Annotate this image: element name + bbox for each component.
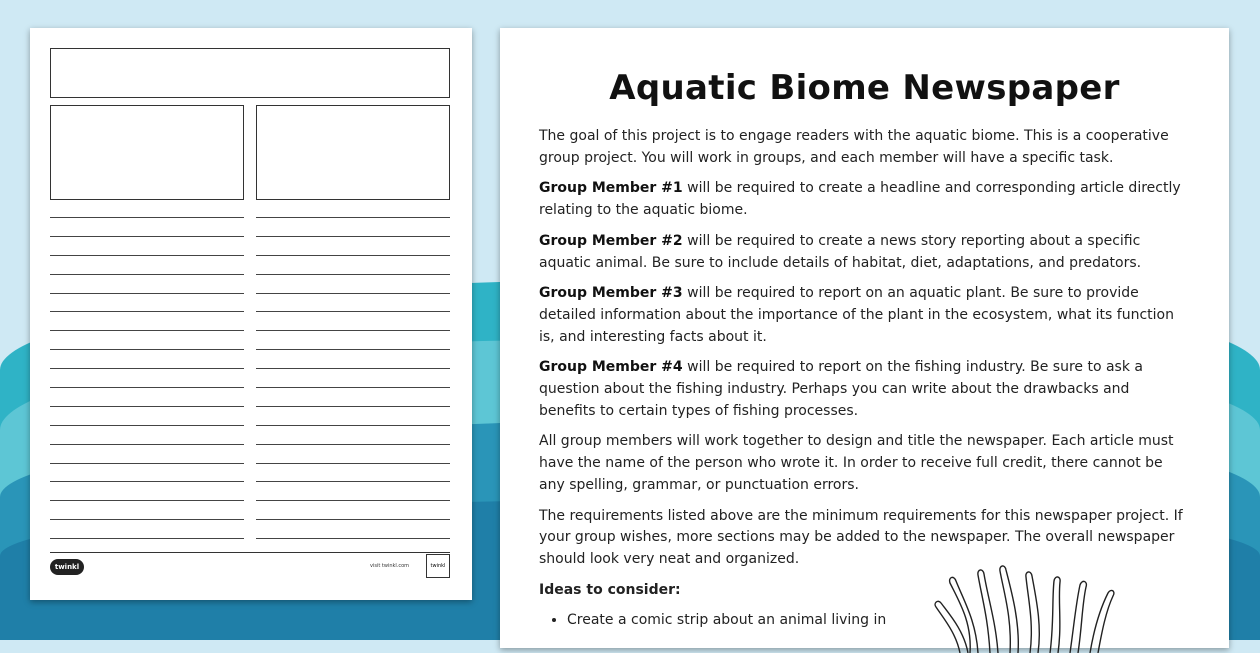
member-paragraph xyxy=(539,178,1189,221)
writing-line xyxy=(256,425,450,426)
member-text: will be required to create a news story reporting about a specific aquatic animal. Be sure to include details of habitat, diet, adaptations, and predators. xyxy=(539,232,1142,271)
headline-box xyxy=(50,48,450,98)
writing-line xyxy=(50,500,244,501)
twinkl-badge: twinkl xyxy=(426,554,450,578)
writing-line xyxy=(50,368,244,369)
writing-line xyxy=(50,538,244,539)
writing-line xyxy=(50,274,244,275)
writing-line xyxy=(50,236,244,237)
writing-lines-left xyxy=(50,217,244,557)
writing-line xyxy=(50,519,244,520)
footer-divider xyxy=(50,552,450,553)
writing-line xyxy=(256,500,450,501)
writing-line xyxy=(256,311,450,312)
member-label: Group Member #1 xyxy=(539,180,683,197)
member-paragraph xyxy=(539,357,1189,422)
writing-line xyxy=(50,444,244,445)
member-label: Group Member #2 xyxy=(539,232,683,249)
writing-line xyxy=(50,293,244,294)
twinkl-logo: twinkl xyxy=(50,559,84,575)
coral-illustration-icon xyxy=(930,563,1170,653)
writing-line xyxy=(256,293,450,294)
picture-box-left xyxy=(50,105,244,200)
writing-line xyxy=(256,463,450,464)
footer-url: visit twinkl.com xyxy=(370,563,410,569)
writing-line xyxy=(50,481,244,482)
writing-lines-right xyxy=(256,217,450,557)
intro-paragraph: The goal of this project is to engage readers with the aquatic biome. This is a cooperative group project. You will work in groups, and each member will have a specific task. xyxy=(539,128,1169,166)
writing-line xyxy=(50,406,244,407)
member-label: Group Member #4 xyxy=(539,359,683,376)
writing-line xyxy=(256,255,450,256)
newspaper-template-page xyxy=(30,28,472,600)
writing-line xyxy=(256,217,450,218)
writing-line xyxy=(256,368,450,369)
member-text: will be required to create a headline and corresponding article directly relating to the aquatic biome. xyxy=(539,180,1181,219)
writing-line xyxy=(50,330,244,331)
member-text: will be required to report on the fishing industry. Be sure to ask a question about the fishing industry. Perhaps you can write about the drawbacks and benefits to certain types of fishing processes. xyxy=(539,359,1143,419)
writing-line xyxy=(256,444,450,445)
writing-line xyxy=(50,463,244,464)
member-paragraph xyxy=(539,283,1189,348)
writing-line xyxy=(50,349,244,350)
writing-line xyxy=(256,406,450,407)
member-paragraph xyxy=(539,231,1189,274)
picture-box-right xyxy=(256,105,450,200)
ideas-heading: Ideas to consider: xyxy=(539,581,681,598)
instructions-body xyxy=(539,126,1189,632)
member-label: Group Member #3 xyxy=(539,285,683,302)
writing-line xyxy=(50,311,244,312)
requirements-paragraph: The requirements listed above are the minimum requirements for this newspaper project. If your group wishes, more sections may be added to the newspaper. The overall newspaper should look very neat and organized. xyxy=(539,507,1183,567)
instructions-page xyxy=(500,28,1229,648)
idea-item: • Create a comic strip about an animal living in xyxy=(567,610,1189,632)
writing-line xyxy=(256,538,450,539)
writing-line xyxy=(256,236,450,237)
writing-line xyxy=(50,425,244,426)
writing-line xyxy=(256,274,450,275)
writing-line xyxy=(256,481,450,482)
page-title: Aquatic Biome Newspaper xyxy=(609,68,1120,108)
writing-line xyxy=(50,387,244,388)
writing-line xyxy=(256,519,450,520)
writing-line xyxy=(50,255,244,256)
member-text: will be required to report on an aquatic plant. Be sure to provide detailed information about the importance of the plant in the ecosystem, what its function is, and interesting facts about it. xyxy=(539,285,1174,345)
writing-line xyxy=(256,330,450,331)
group-paragraph: All group members will work together to design and title the newspaper. Each article must have the name of the person who wrote it. In order to receive full credit, there cannot be any spelling, grammar, or punctuation errors. xyxy=(539,433,1174,493)
writing-line xyxy=(256,387,450,388)
writing-line xyxy=(50,217,244,218)
writing-line xyxy=(256,349,450,350)
